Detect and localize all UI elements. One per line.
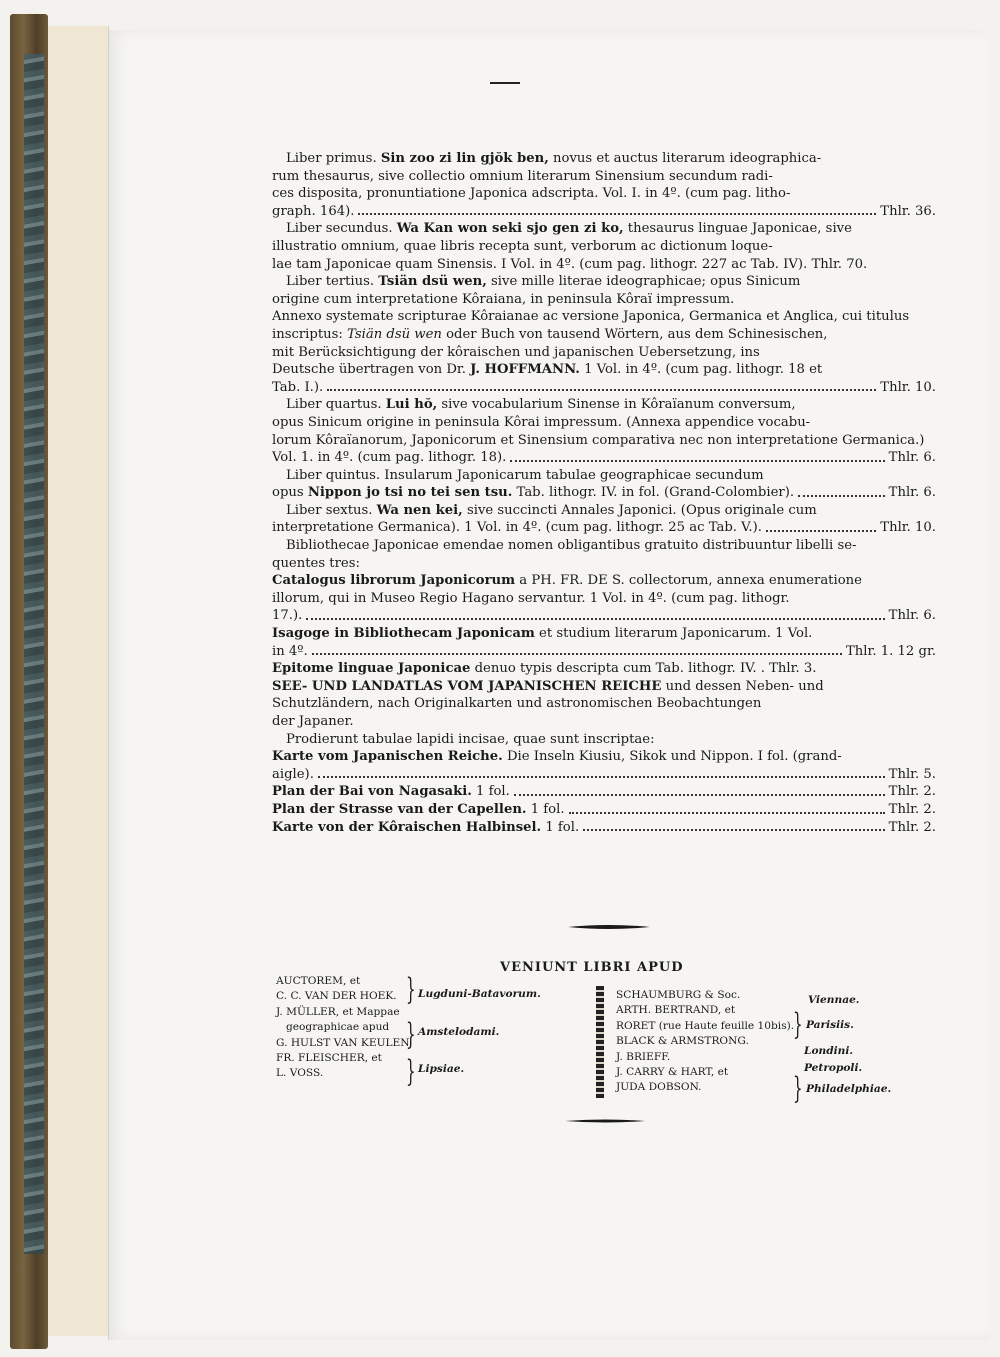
city-label: Petropoli. [804,1062,863,1074]
line-text [272,273,800,291]
right-bookseller: RORET (rue Haute feuille 10bis). [616,1019,795,1032]
text-line [272,537,936,555]
line-text [272,308,909,326]
line-segment: 1 fol. [541,819,580,835]
line-text [272,150,821,168]
line-text [272,731,655,749]
text-line [272,766,936,784]
page-stack-edge [48,26,109,1336]
line-segment: Schutzländern, nach Originalkarten und astronomischen Beobachtungen [272,696,762,712]
line-text [272,414,810,432]
line-text [272,467,764,485]
right-bookseller: ARTH. BERTRAND, et [616,1004,736,1017]
price: Thlr. 2. [888,801,936,817]
left-bookseller: L. VOSS. [276,1067,324,1080]
line-segment: Liber primus. [286,151,381,166]
line-segment: rum thesaurus, sive collectio omnium literarum Sinensium secundum radi- [272,168,773,184]
text-line [272,731,936,749]
text-line [272,695,936,713]
line-segment: sive succincti Annales Japonici. (Opus originale cum [462,502,817,518]
price: Thlr. 2. [888,784,936,800]
text-line [272,344,936,362]
line-segment: novus et auctus literarum ideographica- [548,151,822,166]
line-text [272,783,510,801]
line-text [272,607,302,625]
text-line [272,168,936,186]
line-text [272,748,842,766]
bold-title: Isagoge in Bibliothecam Japonicam [272,626,535,642]
text-line [272,625,936,643]
line-text [272,361,822,379]
city-label: Viennae. [808,994,860,1006]
dot-leader [306,607,884,620]
price: Thlr. 1. 12 gr. [846,643,936,659]
text-line [272,308,936,326]
line-segment: Annexo systemate scripturae Kôraianae ac versione Japonica, Germanica et Anglica, cui titulus [272,309,910,325]
dot-leader [766,519,876,532]
dot-leader [510,449,884,462]
line-segment: a PH. FR. DE S. collectorum, annexa enumeratione [515,573,862,589]
line-segment: sive mille literae ideographicae; opus Sinicum [486,274,801,290]
line-segment: graph. 164). [272,203,355,219]
line-segment: 1 Vol. in 4º. (cum pag. lithogr. 18 et [579,362,823,378]
line-segment: Vol. 1. in 4º. (cum pag. lithogr. 18). [272,450,507,466]
left-booksellers [276,974,412,1082]
text-line [272,607,936,625]
line-text [272,819,579,837]
left-bookseller: G. HULST VAN KEULEN. [276,1036,413,1049]
city-label: Parisiis. [806,1019,854,1031]
line-text [272,643,308,661]
line-segment: oder Buch von tausend Wörtern, aus dem Schinesischen, [441,326,828,342]
left-bookseller: FR. FLEISCHER, et [276,1052,382,1065]
line-segment: Deutsche übertragen von Dr. [272,362,471,378]
text-line [272,467,936,485]
bold-title: Nippon jo tsi no tei sen tsu. [307,485,513,501]
line-segment: illustratio omnium, quae libris recepta sunt, verborum ac dictionum loque- [272,238,773,254]
line-text [272,396,796,414]
line-segment: 17.). [272,608,303,624]
line-text [272,291,734,309]
marbled-edge [24,54,44,1254]
bold-title: SEE- UND LANDATLAS VOM JAPANISCHEN REICHE [272,678,662,694]
line-segment: Prodierunt tabulae lapidi incisae, quae sunt inscriptae: [286,731,655,747]
bold-title: Tsiän dsü wen, [378,274,487,290]
right-bookseller: SCHAUMBURG & Soc. [616,989,741,1001]
line-text [272,203,354,221]
ornament-divider [568,922,650,932]
line-text [272,695,761,713]
line-segment: opus [272,485,308,501]
dot-leader [514,783,885,796]
city-label: Philadelphiae. [806,1083,892,1095]
book-binding [10,14,48,1349]
left-bookseller: C. C. VAN DER HOEK. [276,990,397,1003]
bold-title: Karte von der Kôraischen Halbinsel. [272,819,542,835]
line-text [272,326,827,344]
line-segment: Liber tertius. [286,274,379,290]
line-text [272,572,862,590]
text-line [272,660,936,678]
bold-title: Catalogus librorum Japonicorum [272,573,516,589]
line-segment: inscriptus: [272,326,348,342]
text-line [272,379,936,397]
line-segment: origine cum interpretatione Kôraiana, in peninsula Kôraï impressum. [272,291,735,307]
text-line [272,291,936,309]
bold-title: Wa Kan won seki sjo gen zi ko, [396,221,624,237]
dot-leader [327,379,876,392]
line-segment: lae tam Japonicae quam Sinensis. I Vol. in 4º. (cum pag. lithogr. 227 ac Tab. IV). Thlr. 70. [272,256,868,272]
price: Thlr. 10. [880,379,936,395]
left-bookseller: AUCTOREM, et [276,975,361,987]
brace: } [406,1054,416,1089]
line-text [272,502,817,520]
line-segment: Liber quintus. Insularum Japonicarum tabulae geographicae secundum [286,467,764,483]
line-text [272,801,565,819]
brace: } [793,1007,803,1042]
bold-title: Epitome linguae Japonicae [272,661,471,677]
line-segment: ces disposita, pronuntiatione Japonica adscripta. Vol. I. in 4º. (cum pag. litho- [272,186,791,202]
dot-leader [569,801,885,814]
bold-title: J. HOFFMANN. [470,362,580,378]
text-line [272,713,936,731]
line-text [272,220,852,238]
bold-title: Sin zoo zi lin gjŏk ben, [380,151,549,166]
catalogue-text [272,150,936,836]
line-segment: in 4º. [272,643,308,659]
line-segment: opus Sinicum origine in peninsula Kôrai impressum. (Annexa appendice vocabu- [272,414,811,430]
text-line [272,432,936,450]
header-dash [490,82,520,84]
text-line [272,414,936,432]
veniunt-heading: VENIUNT LIBRI APUD [500,960,684,975]
italic-title: Tsiän dsü wen [347,326,442,342]
price: Thlr. 10. [880,520,936,536]
text-line [272,220,936,238]
text-line [272,519,936,537]
text-line [272,361,936,379]
text-line [272,801,936,819]
line-text [272,484,794,502]
text-line [272,748,936,766]
right-bookseller: BLACK & ARMSTRONG. [616,1035,749,1048]
line-text [272,185,790,203]
bold-title: Plan der Strasse van der Capellen. [272,801,527,817]
line-segment: mit Berücksichtigung der kôraischen und japanischen Uebersetzung, ins [272,344,760,360]
line-segment: 1 fol. [526,801,565,817]
line-segment: interpretatione Germanica). 1 Vol. in 4º. (cum pag. lithogr. 25 ac Tab. V.). [272,520,762,536]
bold-title: Plan der Bai von Nagasaki. [272,784,472,800]
text-line [272,502,936,520]
line-text [272,379,323,397]
line-text [272,555,360,573]
line-segment: aigle). [272,766,314,782]
city-label: Londini. [804,1045,854,1057]
text-line [272,678,936,696]
bold-title: Lui hŏ, [385,397,438,413]
right-bookseller: JUDA DOBSON. [616,1081,702,1094]
line-text [272,432,924,450]
dot-leader [318,766,885,779]
bold-title: Wa nen kei, [376,502,463,518]
line-text [272,625,812,643]
text-line [272,643,936,661]
brace: } [406,1017,416,1052]
right-bookseller: J. CARRY & HART, et [616,1066,729,1079]
city-label: Lipsiae. [418,1063,465,1075]
text-line [272,555,936,573]
line-text [272,537,856,555]
line-text [272,519,762,537]
brace: } [406,972,416,1007]
text-line [272,572,936,590]
line-text [272,660,816,678]
text-line [272,203,936,221]
text-line [272,819,936,837]
line-segment: illorum, qui in Museo Regio Hagano servantur. 1 Vol. in 4º. (cum pag. lithogr. [272,590,790,606]
price: Thlr. 6. [888,485,936,501]
line-text [272,713,354,731]
text-line [272,783,936,801]
price: Thlr. 6. [888,450,936,466]
line-segment: Liber quartus. [286,397,386,413]
price: Thlr. 2. [888,819,936,835]
line-segment: der Japaner. [272,714,354,729]
text-line [272,484,936,502]
line-segment: sive vocabularium Sinense in Kôraïanum conversum, [437,397,796,413]
city-label: Lugduni-Batavorum. [418,988,541,1000]
dot-leader [798,484,885,497]
column-rule [596,986,604,1098]
bold-title: Karte vom Japanischen Reiche. [272,749,503,765]
text-line [272,185,936,203]
line-text [272,344,760,362]
line-segment: 1 fol. [471,784,510,800]
line-segment: Liber secundus. [286,221,397,237]
ornament-end [565,1116,645,1126]
line-text [272,766,314,784]
dot-leader [358,203,876,216]
text-line [272,238,936,256]
right-bookseller: J. BRIEFF. [616,1050,671,1063]
text-line [272,449,936,467]
line-text [272,678,824,696]
line-text [272,238,773,256]
line-segment: Die Inseln Kiusiu, Sikok und Nippon. I fol. (grand- [502,749,842,765]
line-segment: Tab. I.). [272,379,324,395]
text-line [272,256,936,274]
line-segment: Bibliothecae Japonicae emendae nomen obligantibus gratuito distribuuntur libelli se- [286,538,857,554]
line-text [272,449,506,467]
line-segment: thesaurus linguae Japonicae, sive [623,221,852,237]
line-segment: und dessen Neben- und [661,678,824,694]
line-segment: denuo typis descripta cum Tab. lithogr. IV. . Thlr. 3. [470,661,817,677]
line-segment: et studium literarum Japonicarum. 1 Vol. [534,626,813,642]
line-segment: quentes tres: [272,555,360,571]
dot-leader [583,819,885,832]
price: Thlr. 5. [888,766,936,782]
text-line [272,273,936,291]
line-segment: Liber sextus. [286,502,377,518]
city-label: Amstelodami. [418,1026,500,1038]
text-line [272,396,936,414]
price: Thlr. 6. [888,608,936,624]
line-segment: Tab. lithogr. IV. in fol. (Grand-Colombier). [512,485,795,501]
text-line [272,590,936,608]
line-text [272,256,867,274]
line-text [272,590,790,608]
text-line [272,150,936,168]
right-booksellers [616,988,794,1096]
brace: } [793,1071,803,1106]
left-bookseller: J. MÜLLER, et Mappae [276,1005,400,1018]
left-bookseller: geographicae apud [286,1021,390,1034]
line-text [272,168,773,186]
line-segment: lorum Kôraïanorum, Japonicorum et Sinensium comparativa nec non interpretatione Germanica.) [272,432,925,448]
dot-leader [312,643,842,656]
price: Thlr. 36. [880,203,936,219]
text-line [272,326,936,344]
